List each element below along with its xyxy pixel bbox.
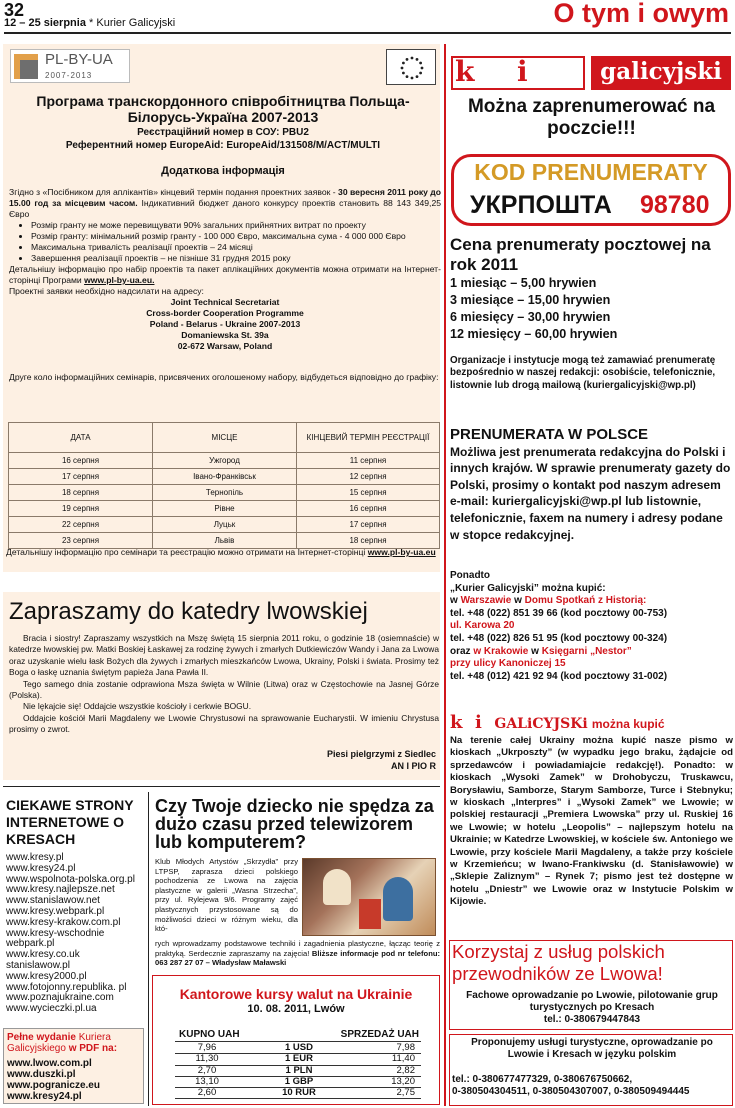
table-row: 13,10 1 GBP 13,20 [175, 1077, 421, 1088]
price-item: 12 miesięcy – 60,00 hrywien [450, 327, 618, 341]
programme-title: Програма транскордонного співробітництва Польща-Білорусь-Україна 2007-2013 [36, 93, 410, 125]
website-link[interactable]: www.kresy.najlepsze.net [6, 884, 115, 896]
cathedral-invitation [3, 592, 440, 780]
exchange-rates-box [152, 975, 440, 1105]
list-item: • Розмір гранту: мінімальний розмір гранту - 100 000 Євро, максимальна сума - 4 000 000 Євро [31, 231, 441, 242]
subscription-code-box [451, 154, 731, 226]
guides-desc: Fachowe oprowadzanie po Lwowie, pilotowanie grup turystycznych po Kresach tel.: 0-380679447843 [452, 990, 732, 1026]
where-to-buy-poland: Ponadto „Kurier Galicyjski” można kupić: w Warszawie w Domu Spotkań z Historią: tel. +48 (022) 851 39 66 (kod pocztowy 00-753) ul. Karowa 20 tel. +48 (022) 826 51 95 (kod pocztowy 00-324) oraz w Krakowie w Księgarni „Nestor” przy ulicy Kanoniczej 15 tel. +48 (012) 421 92 94 (kod pocztowy 31-002) [450, 570, 668, 682]
prices-title: Cena prenumeraty pocztowej na rok 2011 [450, 235, 711, 274]
pdf-links [7, 1058, 140, 1102]
table-header-row [9, 423, 440, 453]
kurier-logo [451, 56, 585, 90]
section-title: O tym i owym [553, 0, 729, 28]
poland-subscription [450, 427, 733, 543]
website-link[interactable]: www.kresy2000.pl [6, 970, 87, 982]
buy-header: KUPNO UAH [179, 1029, 240, 1040]
secretariat-address: Joint Technical Secretariat Cross-border Cooperation Programme Poland - Belarus - Ukraine 2007-2013 Domaniewska St. 39a 02-672 Warsaw, Poland [146, 297, 304, 351]
paper-name: Kurier Galicyjski [96, 17, 176, 29]
table-row: 7,96 1 USD 7,98 [175, 1043, 421, 1054]
details-paragraph: Детальнішу інформацію про набір проектів та пакет аплікаційних документів можна отримати на Інтернет-сторінці Програми www.pl-by-ua.eu. [9, 264, 441, 285]
subscription-prices [450, 235, 733, 343]
programme-logo [10, 49, 130, 83]
tour-phones: tel.: 0-380677477329, 0-380676750662, 0-380504304511, 0-380504307007, 0-380509494445 [452, 1074, 690, 1097]
sell-header: SPRZEDAŻ UAH [340, 1029, 419, 1040]
programme-website-link[interactable]: www.pl-by-ua.eu. [84, 275, 155, 285]
ukraine-buy-heading: k i GALiCYJSKi można kupić [450, 712, 665, 733]
grant-conditions-list [31, 220, 441, 264]
logo-years: 2007-2013 [45, 71, 93, 80]
ref-number: Референтний номер EuropeAid: EuropeAid/131508/M/ACT/MULTI [65, 140, 381, 151]
pdf-link[interactable]: www.pogranicze.eu [7, 1080, 100, 1091]
seminar-schedule-table [8, 422, 440, 549]
list-item: • Максимальна тривалість реалізації проектів – 24 місяці [31, 242, 441, 253]
exchange-rows [175, 1043, 421, 1099]
website-link[interactable]: www.stanislawow.net [6, 895, 100, 907]
website-link[interactable]: www.kresy-wschodnie [6, 927, 105, 939]
pdf-heading: Pełne wydanie Kuriera Galicyjskiego w PDF na: [7, 1032, 118, 1054]
intro-paragraph: Згідно з «Посібником для аплікантів» кінцевий термін подання проектних заявок - 30 вересня 2011 року до 15.00 год за місцевим часом. Індикативний бюджет даного конкурсу проектів становить 88 143 349,25 Євро [9, 187, 442, 219]
pdf-link[interactable]: www.lwow.com.pl [7, 1058, 92, 1069]
issue-date: 12 – 25 sierpnia [4, 17, 86, 29]
website-link[interactable]: www.wycieczki.pl.ua [6, 1003, 97, 1015]
website-link[interactable]: www.kresy-krakow.com.pl [6, 916, 121, 928]
tour-services-ad [449, 1034, 733, 1106]
logo-letter: k [455, 55, 475, 88]
kurier-logo-galicyjski: galicyjski [591, 56, 731, 90]
pdf-link[interactable]: www.kresy24.pl [7, 1091, 82, 1102]
paragraph: Tego samego dnia zostanie odprawiona Msza święta w Wilnie (Litwa) oraz w Częstochowie na Jasnej Górze (Polska). [9, 678, 439, 701]
column-divider [444, 44, 446, 1106]
separator-star: * [89, 17, 94, 29]
page-number: 32 [4, 0, 25, 20]
logo-text: PL-BY-UA [45, 51, 113, 68]
websites-heading: CIEKAWE STRONY INTERNETOWE O KRESACH [6, 797, 134, 847]
invitation-title: Zapraszamy do katedry lwowskiej [9, 598, 368, 625]
pdf-link[interactable]: www.duszki.pl [7, 1069, 76, 1080]
pdf-edition-box [3, 1028, 144, 1104]
website-link[interactable]: www.kresy.co.uk [6, 949, 80, 961]
logo-square-icon [20, 60, 38, 79]
price-item: 1 miesiąc – 5,00 hrywien [450, 276, 597, 290]
guides-phone: tel.: 0-380679447843 [543, 1014, 641, 1025]
seminar-footer: Детальнішу інформацію про семінари та реєстрацію можно отримати на Інтернет-сторінці www.pl-by-ua.eu [6, 547, 436, 557]
paragraph: Bracia i siostry! Zapraszamy wszystkich na Mszę świętą 15 sierpnia 2011 roku, o godzinie 18 (osiemnaście) w katedrze lwowskiej pw. Matki Boskiej Łaskawej za rodzinę żywych i zmarłych Dutkiewiczów Wandy i Jana za Lwowa oraz uzyskanie wielu łask Bożych dla żywych i zmarłych mieszkańców Lwowa, Ukrainy, Polski i świata. Prosimy też Boga o łaskę uznania świętym papieża Jana Pawła II. [9, 633, 439, 678]
guides-title: Korzystaj z usług polskich przewodników ze Lwowa! [452, 941, 665, 984]
table-row: 18 серпня Тернопіль 15 серпня [9, 485, 440, 501]
website-link[interactable]: www.kresy24.pl [6, 862, 76, 874]
send-to-line: Проектні заявки необхідно надсилати на адресу: [9, 286, 204, 296]
post-name: УКРПОШТА [470, 191, 612, 219]
organizations-note: Organizacje i instytucje mogą też zamawiać prenumeratę bezpośrednio w naszej redakcji: osobiście, telefonicznie, listownie lub drogą mailową (kuriergalicyjski@wp.pl) [450, 355, 716, 391]
guides-ad [449, 940, 733, 1030]
poland-text: Możliwa jest prenumerata redakcyjna do Polski i innych krajów. W sprawie prenumeraty gazety do Polski, prosimy o kontakt pod naszym adresem e-mail: kuriergalicyjski@wp.pl lub listownie, telefonicznie, faxem na numery i adresy podane w stopce redakcyjnej. [450, 444, 731, 542]
price-item: 6 miesięcy – 30,00 hrywien [450, 310, 611, 324]
seminar-website-link[interactable]: www.pl-by-ua.eu [367, 547, 436, 557]
poland-title: PRENUMERATA W POLSCE [450, 426, 649, 443]
seminars-paragraph: Друге коло інформаційних семінарів, присвячених оголошеному набору, відбудеться відповідно до графіку: [9, 372, 439, 382]
col-deadline: КІНЦЕВИЙ ТЕРМІН РЕЄСТРАЦІЇ [297, 423, 440, 453]
programme-announcement [3, 44, 440, 572]
additional-info-heading: Додаткова інформація [161, 165, 285, 177]
header-rule [4, 32, 731, 34]
eu-flag-icon [386, 49, 436, 85]
website-link[interactable]: stanislawow.pl [6, 959, 70, 971]
list-item: • Розмір гранту не може перевищувати 90% загальних прийнятних витрат по проекту [31, 220, 441, 231]
exchange-date: 10. 08. 2011, Lwów [247, 1003, 345, 1015]
table-row: 16 серпня Ужгород 11 серпня [9, 453, 440, 469]
table-row: 22 серпня Луцьк 17 серпня [9, 517, 440, 533]
invitation-signature: Piesi pielgrzymi z Siedlec AN I PIO R [326, 749, 436, 771]
subscribe-headline: Można zaprenumerować na poczcie!!! [467, 96, 716, 139]
table-row: 2,60 10 RUR 2,75 [175, 1088, 421, 1099]
col-place: МІСЦЕ [153, 423, 297, 453]
paragraph: Oddajcie kościół Marii Magdaleny we Lwowie Chrystusowi na sprawowanie Eucharystii. W imieniu Chrystusa prosimy o zwrot. [9, 712, 439, 735]
code-label: KOD PRENUMERATY [474, 159, 708, 185]
column-divider [148, 792, 149, 1106]
col-date: ДАТА [9, 423, 153, 453]
art-class-body: Klub Młodych Artystów „Skrzydła” przy LTPSP, zaprasza dzieci polskiego pochodzenia ze Lwowa na zajęcia plastyczne w galerii „Wasna Strzecha”, przy ul. Rylejewa 9/6. Programy zajęć plastycznych przystosowane są do możliwości dzieci w różnym wieku, dla któ- [155, 857, 298, 934]
website-link[interactable]: www.poznajukraine.com [6, 992, 114, 1004]
tour-desc: Proponujemy usługi turystyczne, oprowadzanie po Lwowie i Kresach w języku polskim [471, 1037, 713, 1060]
website-link[interactable]: www.kresy.pl [6, 852, 64, 863]
table-row: 23 серпня Львів 18 серпня [9, 533, 440, 549]
table-row: 11,30 1 EUR 11,40 [175, 1054, 421, 1065]
art-class-body-continued: rych wprowadzamy podstawowe techniki i zagadnienia plastyczne, łącząc teorię z praktyką. Serdecznie zapraszamy na zajęcia! Bliższe informacje pod nr telefonu: 063 287 27 07 – Władysław Maławski [155, 939, 440, 968]
website-link[interactable]: www.fotojonny.republika. pl [6, 981, 127, 993]
programme-reg-numbers [13, 126, 433, 152]
code-number: 98780 [640, 191, 710, 219]
price-item: 3 miesiące – 15,00 hrywien [450, 293, 611, 307]
website-link[interactable]: webpark.pl [6, 938, 55, 950]
programme-body [9, 187, 441, 383]
list-item: • Завершення реалізації проектів – не пізніше 31 грудня 2015 року [31, 253, 441, 264]
website-link[interactable]: www.kresy.webpark.pl [6, 905, 105, 917]
logo-letter: i [517, 55, 528, 88]
table-row: 17 серпня Івано-Франківськ 12 серпня [9, 469, 440, 485]
issue-date-line [4, 17, 175, 29]
art-class-title: Czy Twoje dziecko nie spędza za dużo czasu przed telewizorem lub komputerem? [155, 796, 434, 852]
children-drawing-photo [302, 858, 436, 936]
website-link[interactable]: www.wspolnota-polska.org.pl [6, 873, 135, 885]
ukraine-buy-text: Na terenie całej Ukrainy można kupić nasze pismo w kioskach „Ukrposzty” (w wypadku jego braku, żądajcie od sprzedawców i powiadamiajcie redakcję!). Ponadto: w kioskach „Wysoki Zamek” w Drohobyczu, Truskawcu, Borysławiu, Samborze, Starym Samborze, Turce i Stebnyku; w kioskach „Interpres” i „Wysoki Zamek” we Lwowie; w polskiej restauracji „Premiera Lwowska” przy ul. Ruskiej 16 we Lwowie; w hotelu „Leopolis” – najlepszym hotelu na Ukrainie; w Katedrze Lwowskiej, w kościele św. Antoniego we Lwowie, przy kościele Marii Magdaleny, a także przy kościele w Krzemieńcu; w Iwano-Frankiwsku (d. Stanisławowie) w „Sklepie Zaliznym” – Rynek 7; pismo jest też dostępne w hotelu „Dniestr” we Lwowie oraz w Instytucie Polskim w Kijowie. [450, 735, 733, 908]
paragraph: Nie lękajcie się! Oddajcie wszystkie kościoły i cerkwie BOGU. [23, 701, 252, 712]
table-row: 19 серпня Рівне 16 серпня [9, 501, 440, 517]
websites-list [6, 853, 146, 1015]
exchange-title: Kantorowe kursy walut na Ukrainie [179, 986, 413, 1002]
reg-number: Реєстраційний номер в СОУ: PBU2 [137, 127, 309, 138]
section-divider [3, 786, 440, 787]
invitation-body [9, 633, 439, 736]
table-row: 2,70 1 PLN 2,82 [175, 1066, 421, 1077]
